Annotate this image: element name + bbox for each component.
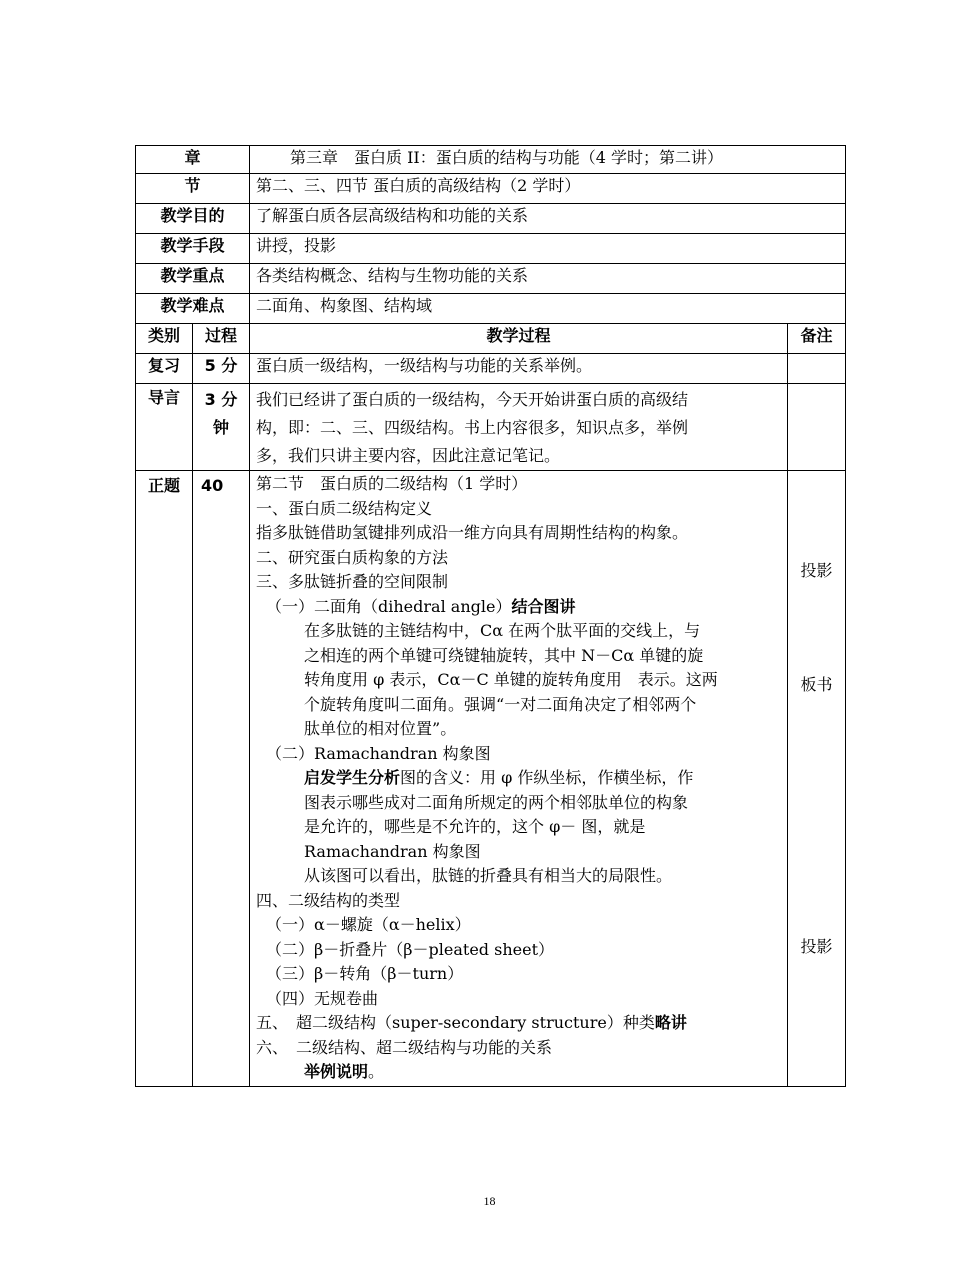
main-text xyxy=(250,471,788,1087)
intro-time: 3 分钟 xyxy=(193,384,250,471)
body-line: 个旋转角度叫二面角。强调“一对二面角决定了相邻两个 xyxy=(304,694,697,714)
goal-row xyxy=(136,204,846,234)
review-row xyxy=(136,354,846,384)
heading-6: 六、 二级结构、超二级结构与功能的关系 xyxy=(256,1037,553,1057)
body-line xyxy=(256,766,781,791)
column-header-row xyxy=(136,324,846,354)
intro-row xyxy=(136,384,846,471)
type-item: （二）β－折叠片（β－pleated sheet） xyxy=(266,939,554,959)
heading-4: 四、二级结构的类型 xyxy=(256,890,401,910)
body-line: 是允许的，哪些是不允许的，这个 φ－ 图，就是 xyxy=(304,817,646,836)
review-time: 5 分 xyxy=(193,354,250,384)
note-board: 板书 xyxy=(800,675,833,694)
review-text: 蛋白质一级结构，一级结构与功能的关系举例。 xyxy=(250,354,788,384)
section-heading: 第二节 蛋白质的二级结构（1 学时） xyxy=(256,474,528,493)
col-time-header: 过程 xyxy=(193,324,250,354)
note-projection: 投影 xyxy=(800,937,833,956)
col-type-header: 类别 xyxy=(136,324,193,354)
body-line: 肽单位的相对位置”。 xyxy=(304,719,457,738)
means-row xyxy=(136,234,846,264)
body-line: 从该图可以看出，肽链的折叠具有相当大的局限性。 xyxy=(304,866,673,885)
heading-5-text: 五、 超二级结构（super-secondary structure）种类 xyxy=(256,1013,655,1032)
body-line: 图表示哪些成对二面角所规定的两个相邻肽单位的构象 xyxy=(304,792,689,812)
subheading-ramachandran: （二）Ramachandran 构象图 xyxy=(266,743,491,763)
focus-row xyxy=(136,264,846,294)
chapter-row xyxy=(136,146,846,174)
period: 。 xyxy=(368,1062,385,1081)
type-item: （四）无规卷曲 xyxy=(266,988,379,1008)
col-notes-header: 备注 xyxy=(788,324,846,354)
main-row xyxy=(136,471,846,1087)
difficulty-label: 教学难点 xyxy=(136,294,250,324)
difficulty-row xyxy=(136,294,846,324)
body-text: 图的含义：用 φ 作纵坐标，作横坐标，作 xyxy=(400,768,694,787)
page-number: 18 xyxy=(483,1194,496,1208)
review-type: 复习 xyxy=(136,354,193,384)
body-line xyxy=(256,1060,781,1085)
main-notes xyxy=(788,471,846,1087)
intro-line: 我们已经讲了蛋白质的一级结构，今天开始讲蛋白质的高级结 xyxy=(256,390,689,409)
body-line: Ramachandran 构象图 xyxy=(304,841,481,861)
section-value: 第二、三、四节 蛋白质的高级结构（2 学时） xyxy=(250,174,846,204)
focus-label: 教学重点 xyxy=(136,264,250,294)
col-process-header: 教学过程 xyxy=(250,324,788,354)
heading-2: 二、研究蛋白质构象的方法 xyxy=(256,547,449,567)
type-item: （三）β－转角（β－turn） xyxy=(266,964,464,983)
intro-type: 导言 xyxy=(136,384,193,471)
note-projection: 投影 xyxy=(800,561,833,580)
example-mark: 举例说明 xyxy=(304,1062,369,1081)
difficulty-value: 二面角、构象图、结构域 xyxy=(250,294,846,324)
focus-value: 各类结构概念、结构与生物功能的关系 xyxy=(250,264,846,294)
dihedral-title: （一）二面角（dihedral angle） xyxy=(266,596,512,616)
intro-text xyxy=(250,384,788,471)
intro-line: 多，我们只讲主要内容，因此注意记笔记。 xyxy=(256,446,561,465)
main-type: 正题 xyxy=(136,471,193,1087)
means-value: 讲授，投影 xyxy=(250,234,846,264)
main-time: 40 xyxy=(193,471,250,1087)
body-line: 在多肽链的主链结构中，Cα 在两个肽平面的交线上，与 xyxy=(304,621,701,640)
heading-3: 三、多肽链折叠的空间限制 xyxy=(256,572,449,591)
definition-text: 指多肽链借助氢键排列成沿一维方向具有周期性结构的构象。 xyxy=(256,523,689,542)
heading-1: 一、蛋白质二级结构定义 xyxy=(256,498,433,518)
body-line: 之相连的两个单键可绕键轴旋转，其中 N－Cα 单键的旋 xyxy=(304,645,704,665)
heading-5 xyxy=(256,1011,781,1036)
chapter-value: 第三章 蛋白质 II：蛋白质的结构与功能（4 学时；第二讲） xyxy=(250,146,846,174)
body-line: 转角度用 φ 表示，Cα－C 单键的旋转角度用 表示。这两 xyxy=(304,670,718,689)
dihedral-method: 结合图讲 xyxy=(511,596,576,616)
chapter-label: 章 xyxy=(136,146,250,174)
type-item: （一）α－螺旋（α－helix） xyxy=(266,915,471,934)
guided-analysis: 启发学生分析 xyxy=(304,768,401,787)
intro-line: 构，即：二、三、四级结构。书上内容很多，知识点多，举例 xyxy=(256,418,689,437)
lesson-plan-table xyxy=(135,145,846,1087)
means-label: 教学手段 xyxy=(136,234,250,264)
goal-value: 了解蛋白质各层高级结构和功能的关系 xyxy=(250,204,846,234)
section-label: 节 xyxy=(136,174,250,204)
review-note xyxy=(788,354,846,384)
brief-mark: 略讲 xyxy=(654,1013,687,1032)
subheading-dihedral xyxy=(256,595,781,620)
goal-label: 教学目的 xyxy=(136,204,250,234)
intro-note xyxy=(788,384,846,471)
section-row xyxy=(136,174,846,204)
